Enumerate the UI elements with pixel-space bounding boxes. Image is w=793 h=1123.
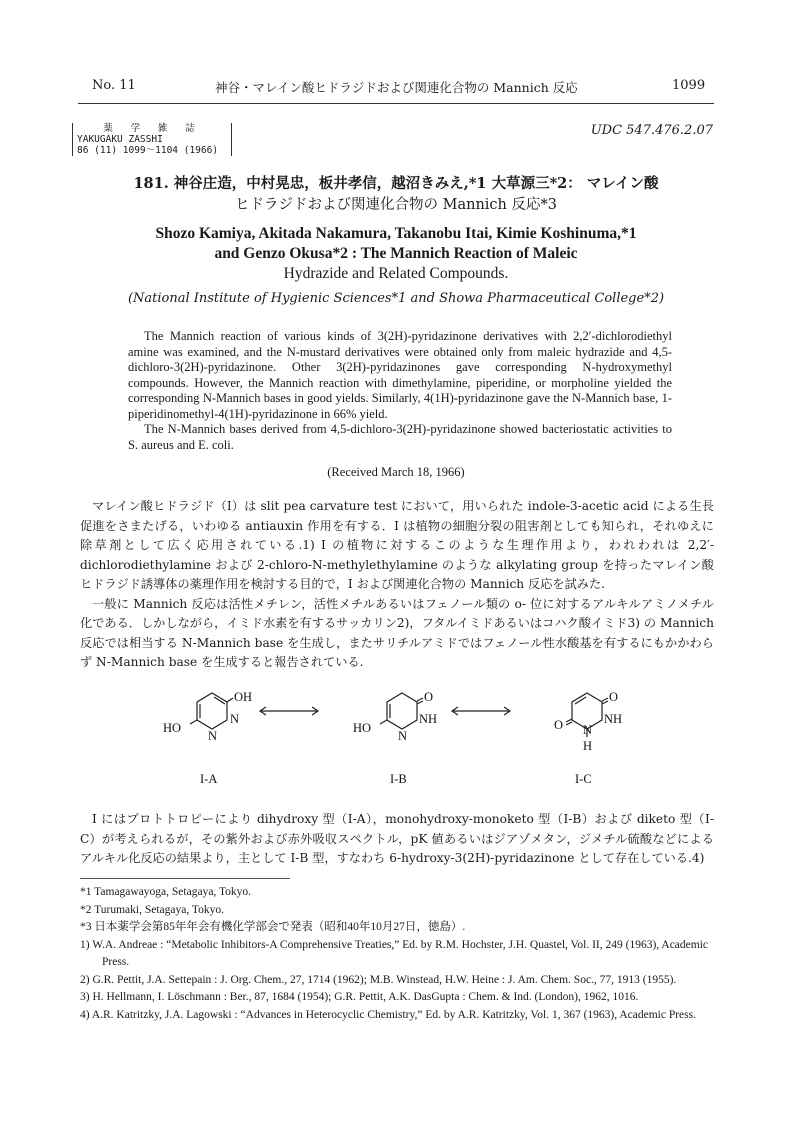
- body-text-upper: [80, 497, 714, 673]
- ia-n1: N: [230, 712, 240, 726]
- footnote-1: *1 Tamagawayoga, Setagaya, Tokyo.: [80, 886, 252, 898]
- ia-sub2: HO: [163, 721, 182, 735]
- title-ja-line2: ヒドラジドおよび関連化合物の Mannich 反応*3: [235, 197, 557, 213]
- footnote-3: *3 日本薬学会第85年年会有機化学部会で発表（昭和40年10月27日，徳島）.: [80, 921, 466, 933]
- structure-ia-ring: [190, 693, 233, 729]
- udc-code: UDC 547.476.2.07: [590, 123, 713, 138]
- journal-volume: 86 (11) 1099～1104 (1966): [77, 145, 219, 156]
- ib-n2: N: [398, 729, 408, 743]
- issue-number: No. 11: [92, 78, 136, 93]
- journal-name-ja: 薬 学 雑 誌: [103, 123, 201, 134]
- reference-4: 4) A.R. Katritzky, J.A. Lagowski : “Advances in Heterocyclic Chemistry,” Ed. by A.R. Katritzky, Vol. 1, 367 (1963), Academic Press.: [80, 1008, 696, 1021]
- body-paragraph-2: 一般に Mannich 反応は活性メチレン，活性メチルあるいはフェノール類の o- 位に対するアルキルアミノメチル化である．しかしながら，イミド水素を有するサッカリン2)，フタルイミドあるいはコハク酸イミド3) の Mannich 反応では相当する N-Mannich base を生成し，またサリチルアミドではフェノール性水酸基を有するにもかかわらず N-Mannich base を生成すると報告されている.: [80, 596, 714, 669]
- body-paragraph-3: I にはプロトトロピーにより dihydroxy 型（I-A），monohydroxy-monoketo 型（I-B）および diketo 型（I-C）が考えられるが，その紫外および赤外吸収スペクトル，pK 値あるいはジアゾメタン，ジメチル硫酸などによるアルキル化反応の結果より，主として I-B 型，すなわち 6-hydroxy-3(2H)-pyridazinone として存在している.4): [80, 812, 714, 865]
- title-ja-line1: 181. 神谷庄造，中村晃忠，板井孝信，越沼きみえ,*1 大草源三*2： マレイン酸: [133, 175, 659, 192]
- tautomer-structures: [80, 685, 714, 810]
- footnote-rule: [80, 878, 290, 879]
- running-title: 神谷・マレイン酸ヒドラジドおよび関連化合物の Mannich 反応: [215, 80, 578, 95]
- abstract: [128, 329, 672, 453]
- title-en-line3: Hydrazide and Related Compounds.: [283, 265, 509, 282]
- ia-sub1: OH: [234, 690, 253, 704]
- ic-sub2: O: [554, 718, 564, 732]
- tautomer-arrow-2: [452, 707, 510, 715]
- title-en-line1: Shozo Kamiya, Akitada Nakamura, Takanobu Itai, Kimie Koshinuma,*1: [155, 225, 637, 242]
- ic-h: H: [583, 739, 593, 753]
- abstract-paragraph-2: The N-Mannich bases derived from 4,5-dichloro-3(2H)-pyridazinone showed bacteriostatic activities to S. aureus and E. coli.: [128, 422, 672, 452]
- footnotes: [80, 884, 714, 1024]
- page-number: 1099: [672, 78, 706, 93]
- title-en-line2: and Genzo Okusa*2 : The Mannich Reaction of Maleic: [214, 245, 578, 262]
- ib-sub1: O: [424, 690, 434, 704]
- journal-citation-box: [72, 123, 247, 156]
- label-ia: I-A: [200, 772, 218, 786]
- ic-n1: NH: [604, 712, 623, 726]
- received-date: (Received March 18, 1966): [327, 465, 465, 479]
- header-rule: [78, 103, 714, 104]
- reference-1: 1) W.A. Andreae : “Metabolic Inhibitors-A Comprehensive Treaties,” Ed. by R.M. Hochster, J.H. Quastel, Vol. II, 249 (1963), Academic Press.: [80, 938, 708, 968]
- structure-ib-ring: [380, 693, 423, 729]
- ib-sub2: HO: [353, 721, 372, 735]
- reference-3: 3) H. Hellmann, I. Löschmann : Ber., 87, 1684 (1954); G.R. Pettit, A.K. DasGupta : Chem. & Ind. (London), 1962, 1016.: [80, 991, 639, 1003]
- ib-n1: NH: [419, 712, 438, 726]
- ia-n2: N: [208, 729, 218, 743]
- label-ib: I-B: [390, 772, 407, 786]
- reference-2: 2) G.R. Pettit, J.A. Settepain : J. Org. Chem., 27, 1714 (1962); M.B. Winstead, H.W. Heine : J. Am. Chem. Soc., 77, 1913 (1955).: [80, 973, 677, 986]
- abstract-paragraph-1: The Mannich reaction of various kinds of 3(2H)-pyridazinone derivatives with 2,2′-dichlorodiethyl amine was examined, and the N-mustard derivatives were obtained only from maleic hydrazide and 4,5-dichloro-3(2H)-pyridazinone. Other 3(2H)-pyridazinones gave corresponding N-hydroxymethyl compounds. However, the Mannich reaction with dimethylamine, piperidine, or morpholine yielded the corresponding N-Mannich bases in good yields. Similarly, 4(1H)-pyridazinone gave the N-Mannich base, 1-piperidinomethyl-4(1H)-pyridazinone in 66% yield.: [128, 329, 672, 421]
- tautomer-arrow-1: [260, 707, 318, 715]
- footnote-2: *2 Turumaki, Setagaya, Tokyo.: [80, 903, 225, 916]
- body-paragraph-1: マレイン酸ヒドラジド（I）は slit pea carvature test において，用いられた indole-3-acetic acid による生長促進をさまたげる，いわゆる antiauxin 作用を有する．I は植物の細胞分裂の阻害剤としても知られ，それゆえに除草剤として広く応用されている.1) I の植物に対するこのような生理作用より，われわれは 2,2′-dichlorodiethylamine および 2-chloro-N-methylethylamine のような alkylating group を持ったマレイン酸ヒドラジド誘導体の薬理作用を検討する目的で，I および関連化合物の Mannich 反応を試みた.: [80, 499, 714, 591]
- affiliation: (National Institute of Hygienic Sciences*1 and Showa Pharmaceutical College*2): [127, 291, 665, 306]
- body-text-lower: [80, 810, 714, 869]
- ic-sub1: O: [609, 690, 619, 704]
- ic-n2: N: [583, 723, 593, 737]
- journal-name-en: YAKUGAKU ZASSHI: [77, 134, 163, 145]
- label-ic: I-C: [575, 772, 592, 786]
